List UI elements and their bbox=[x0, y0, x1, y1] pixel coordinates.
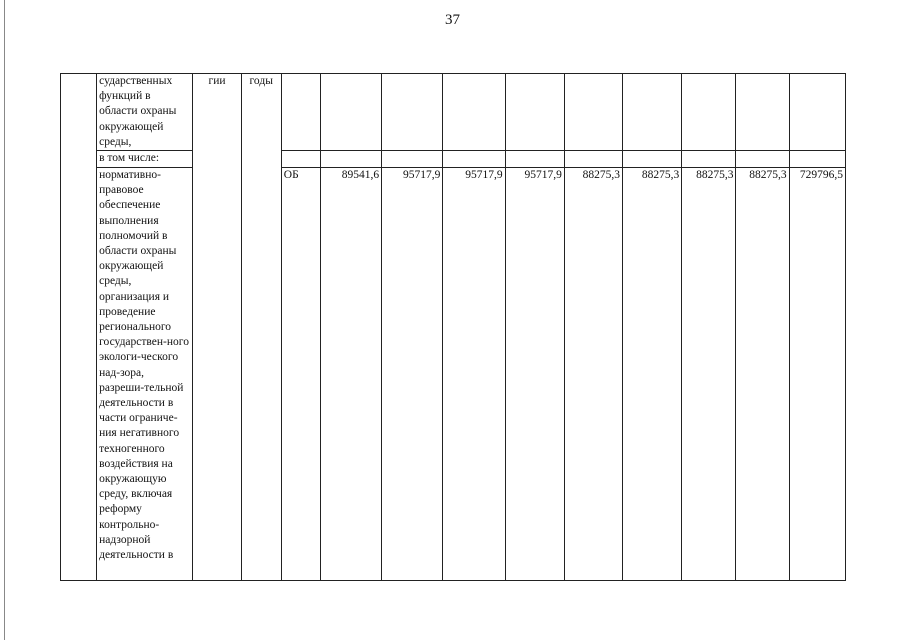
table-cell-value: 88275,3 bbox=[564, 168, 622, 581]
table-cell-empty bbox=[623, 151, 682, 168]
table-cell-description-sub: в том числе: bbox=[97, 151, 193, 168]
table-cell-empty bbox=[320, 74, 381, 151]
table-cell-empty bbox=[736, 74, 789, 151]
table-cell-empty bbox=[320, 151, 381, 168]
left-margin-line bbox=[4, 0, 5, 640]
table-row-top bbox=[61, 74, 846, 151]
table-cell-value: 95717,9 bbox=[505, 168, 564, 581]
table-cell-value: 88275,3 bbox=[736, 168, 789, 581]
table-cell-col4: годы bbox=[241, 74, 281, 581]
table-cell-empty bbox=[281, 151, 320, 168]
table-cell-value: 95717,9 bbox=[443, 168, 505, 581]
table-cell-empty bbox=[382, 151, 443, 168]
table-cell-empty bbox=[564, 74, 622, 151]
table-cell-empty bbox=[682, 74, 736, 151]
table-cell-description-top: сударственных функций в области охраны окружающей среды, bbox=[97, 74, 193, 151]
table-cell-empty bbox=[281, 74, 320, 151]
table-cell-funding-source: ОБ bbox=[281, 168, 320, 581]
table-cell-value: 89541,6 bbox=[320, 168, 381, 581]
table-cell-total: 729796,5 bbox=[789, 168, 845, 581]
page-number: 37 bbox=[445, 12, 460, 28]
table-cell-col3: гии bbox=[193, 74, 241, 581]
table-cell-empty bbox=[789, 74, 845, 151]
row-number-cell bbox=[61, 74, 97, 581]
table-cell-description-main: нормативно-правовое обеспечение выполнения полномочий в области охраны окружающей среды, организация и проведение регионального государствен-ного экологи-ческого над-зора, разреши-тельной деятельности в части ограниче-ния негативного техногенного воздействия на окружающую среду, включая реформу контрольно-надзорной деятельности в bbox=[97, 168, 193, 581]
table-row-sub bbox=[61, 151, 846, 168]
table-cell-empty bbox=[505, 74, 564, 151]
table-cell-empty bbox=[736, 151, 789, 168]
table-cell-empty bbox=[443, 151, 505, 168]
table-cell-empty bbox=[443, 74, 505, 151]
table-cell-empty bbox=[382, 74, 443, 151]
program-funding-table bbox=[60, 73, 846, 581]
table-cell-value: 88275,3 bbox=[682, 168, 736, 581]
table-cell-empty bbox=[789, 151, 845, 168]
table-cell-empty bbox=[623, 74, 682, 151]
table-cell-empty bbox=[564, 151, 622, 168]
table-cell-empty bbox=[682, 151, 736, 168]
table-cell-value: 88275,3 bbox=[623, 168, 682, 581]
table-row-main bbox=[61, 168, 846, 581]
table-cell-value: 95717,9 bbox=[382, 168, 443, 581]
table-cell-empty bbox=[505, 151, 564, 168]
